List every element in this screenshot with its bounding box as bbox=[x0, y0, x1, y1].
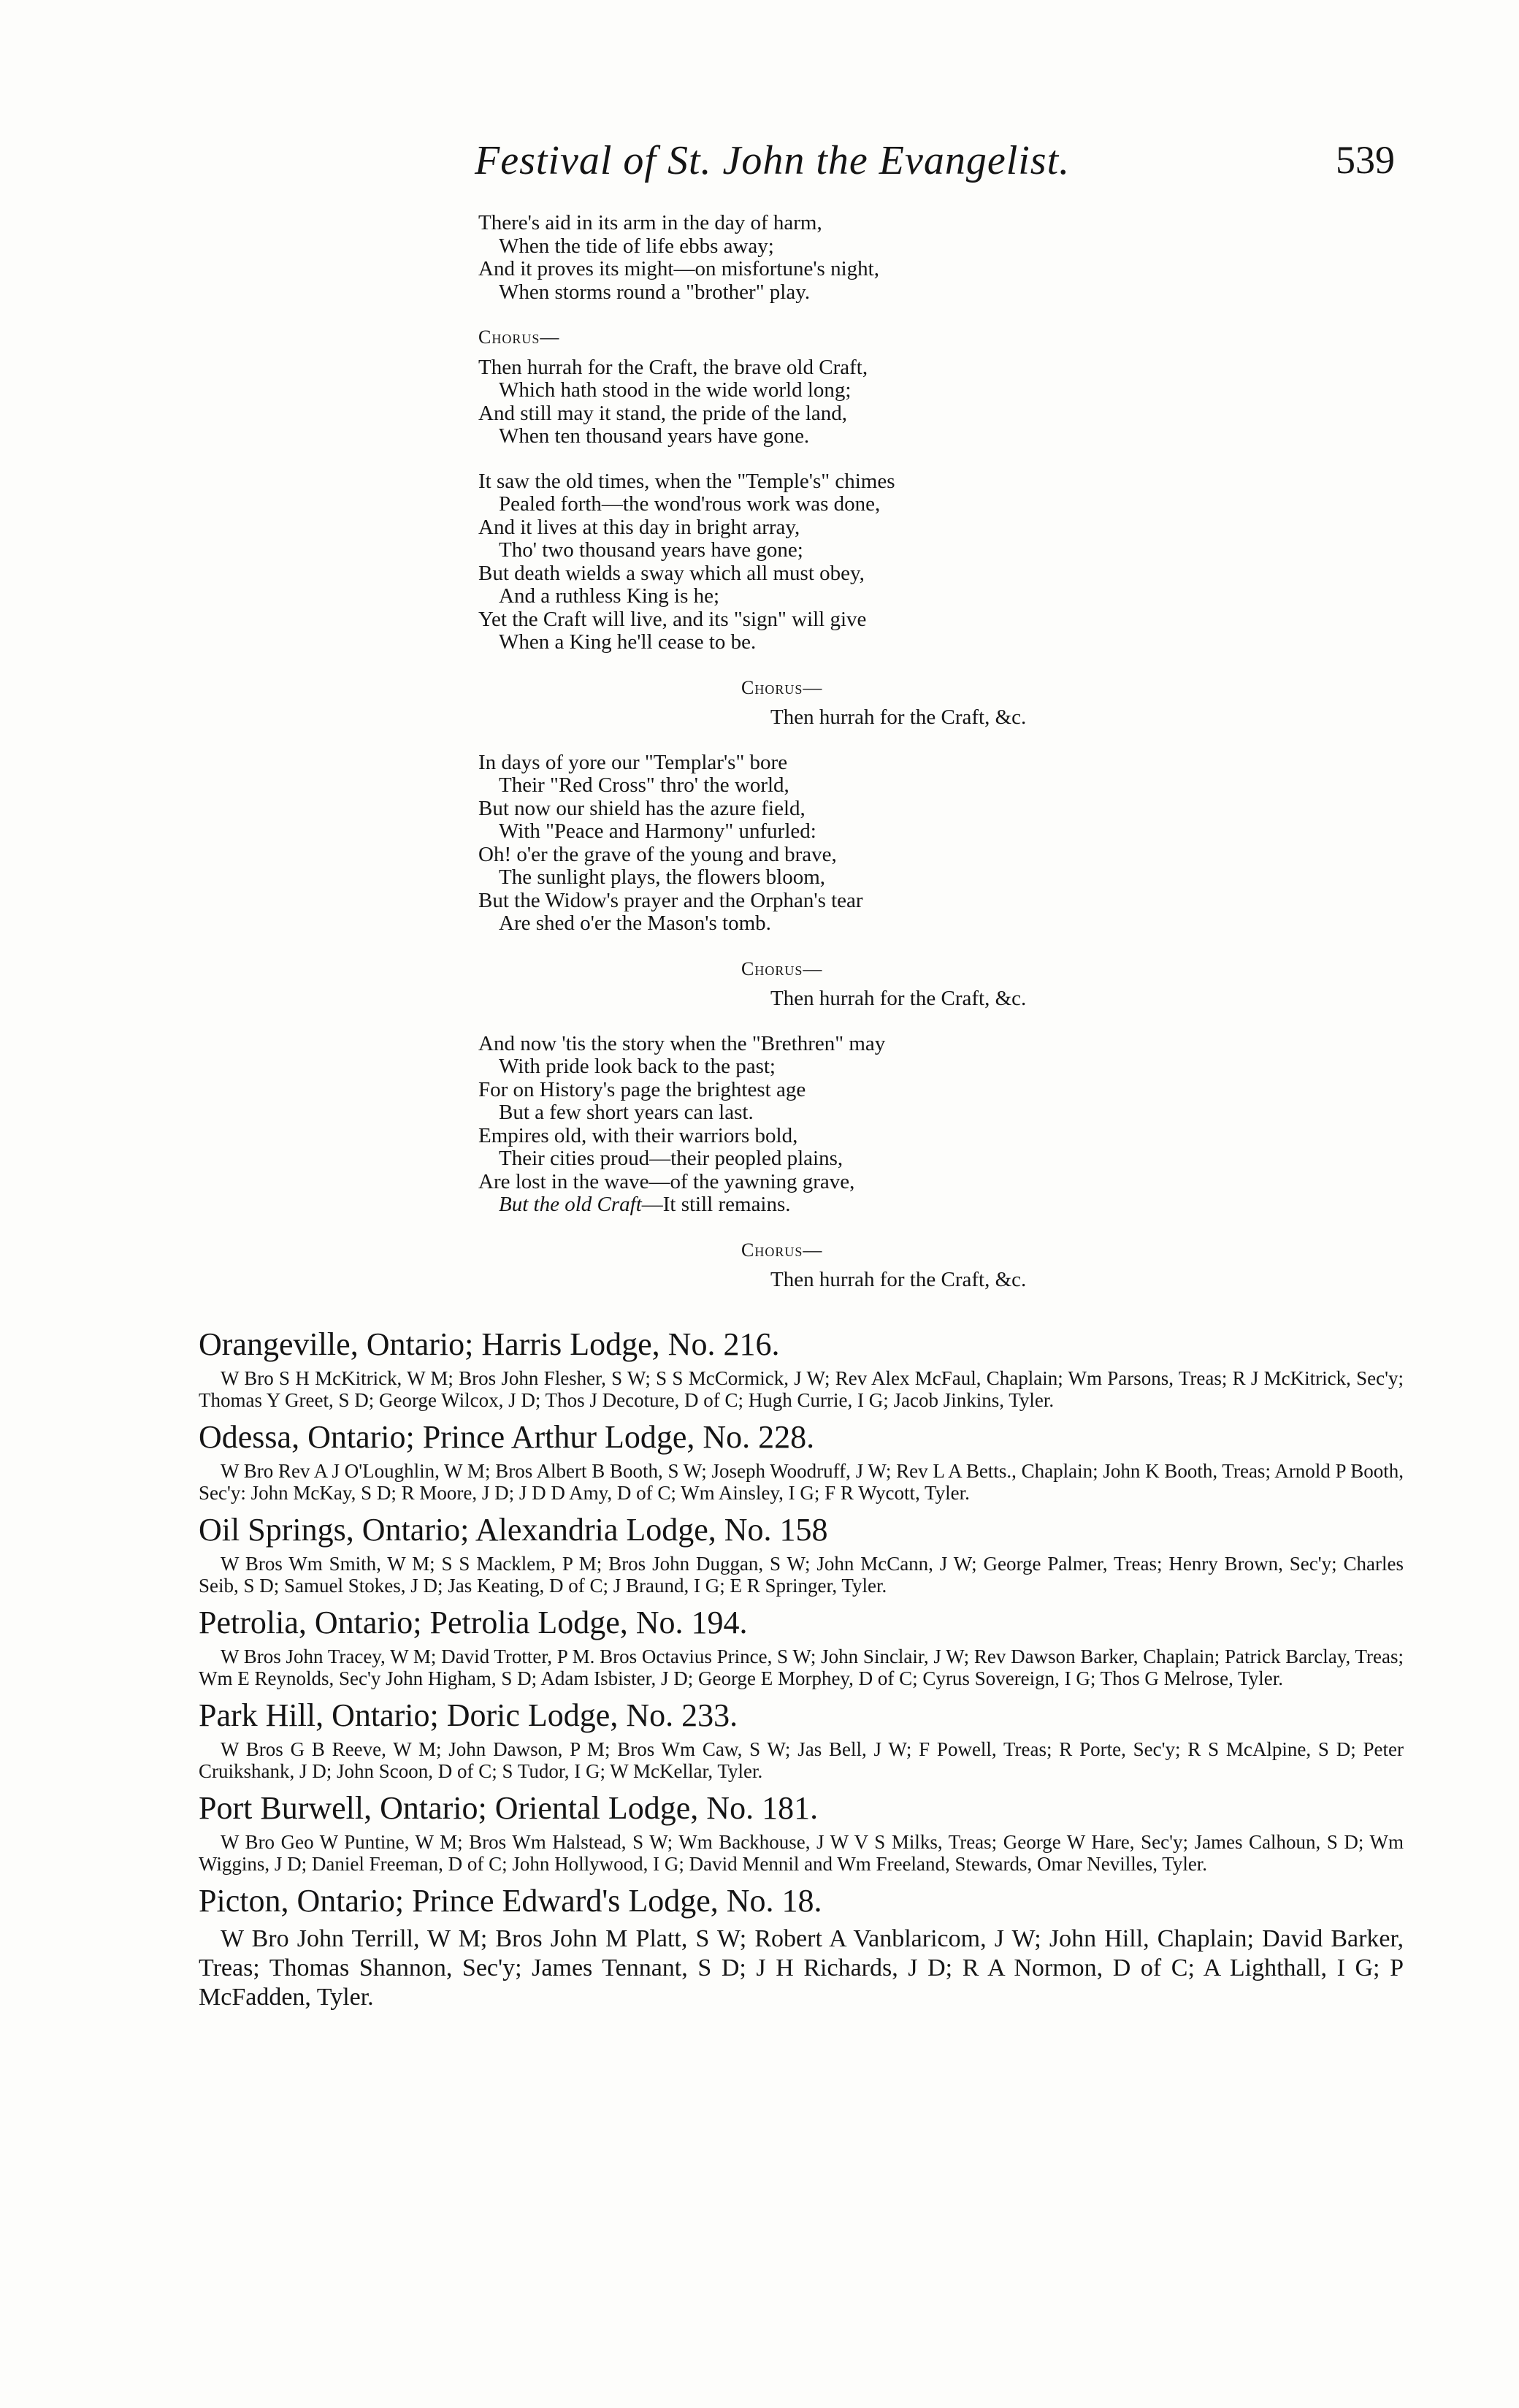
verse-line bbox=[478, 1193, 1209, 1217]
chorus-1 bbox=[478, 326, 1209, 448]
verse-line-rest: —It still remains. bbox=[641, 1193, 791, 1216]
lodge-heading: Petrolia, Ontario; Petrolia Lodge, No. 194. bbox=[199, 1605, 748, 1640]
chorus-label: Chorus— bbox=[478, 326, 560, 348]
lodge-officers: W Bros Wm Smith, W M; S S Macklem, P M; Bros John Duggan, S W; John McCann, J W; George Palmer, Treas; Henry Brown, Sec'y; Charles Seib, S D; Samuel Stokes, J D; Jas Keating, D of C; J Braund, I G; E R Springer, Tyler. bbox=[199, 1553, 1404, 1597]
stanza-3 bbox=[478, 752, 1209, 936]
chorus-2 bbox=[478, 676, 1209, 730]
verse-line: When the tide of life ebbs away; bbox=[499, 234, 774, 258]
verse-line: When a King he'll cease to be. bbox=[499, 630, 757, 654]
chorus-4 bbox=[478, 1239, 1209, 1292]
verse-line: The sunlight plays, the flowers bloom, bbox=[499, 865, 826, 889]
verse-line: When ten thousand years have gone. bbox=[499, 424, 810, 448]
verse-line: Then hurrah for the Craft, the brave old Craft, bbox=[478, 355, 868, 379]
song-lyrics bbox=[478, 212, 1209, 1314]
verse-line: Yet the Craft will live, and its "sign" will give bbox=[478, 607, 867, 631]
lodge-heading: Port Burwell, Ontario; Oriental Lodge, No. 181. bbox=[199, 1790, 819, 1826]
lodge-entry bbox=[199, 1326, 1404, 1411]
lodge-officers: W Bro John Terrill, W M; Bros John M Platt, S W; Robert A Vanblaricom, J W; John Hill, Chaplain; David Barker, Treas; Thomas Shannon, Sec'y; James Tennant, S D; J H Richards, J D; R A Normon, D of C; A Lighthall, I G; P McFadden, Tyler. bbox=[199, 1925, 1404, 2011]
lodge-heading: Orangeville, Ontario; Harris Lodge, No. 216. bbox=[199, 1326, 780, 1362]
verse-line: And it lives at this day in bright array, bbox=[478, 515, 800, 539]
verse-line: And it proves its might—on misfortune's night, bbox=[478, 257, 879, 280]
verse-line: There's aid in its arm in the day of harm, bbox=[478, 211, 822, 234]
lodge-entry bbox=[199, 1604, 1404, 1689]
verse-line: It saw the old times, when the "Temple's" chimes bbox=[478, 469, 895, 493]
verse-line: And a ruthless King is he; bbox=[499, 584, 720, 608]
stanza-2 bbox=[478, 470, 1209, 654]
running-title: Festival of St. John the Evangelist. bbox=[475, 138, 1071, 183]
verse-line: Tho' two thousand years have gone; bbox=[499, 538, 803, 562]
verse-line: Their cities proud—their peopled plains, bbox=[499, 1147, 843, 1170]
verse-line: Then hurrah for the Craft, &c. bbox=[770, 706, 1027, 729]
verse-line: Their "Red Cross" thro' the world, bbox=[499, 773, 789, 797]
lodge-list bbox=[199, 1326, 1404, 2019]
verse-line: But now our shield has the azure field, bbox=[478, 796, 806, 820]
lodge-entry bbox=[199, 1789, 1404, 1875]
verse-line: Then hurrah for the Craft, &c. bbox=[770, 1268, 1027, 1291]
verse-line: Then hurrah for the Craft, &c. bbox=[770, 987, 1027, 1010]
verse-line: And still may it stand, the pride of the land, bbox=[478, 401, 847, 425]
stanza-1 bbox=[478, 212, 1209, 304]
verse-line: Pealed forth—the wond'rous work was done, bbox=[499, 492, 881, 516]
verse-line: When storms round a "brother" play. bbox=[499, 280, 811, 304]
lodge-heading: Oil Springs, Ontario; Alexandria Lodge, No. 158 bbox=[199, 1512, 828, 1548]
chorus-label: Chorus— bbox=[741, 1239, 823, 1261]
lodge-officers: W Bro Geo W Puntine, W M; Bros Wm Halstead, S W; Wm Backhouse, J W V S Milks, Treas; George W Hare, Sec'y; James Calhoun, S D; Wm Wiggins, J D; Daniel Freeman, D of C; John Hollywood, I G; David Mennil and Wm Freeland, Stewards, Omar Nevilles, Tyler. bbox=[199, 1831, 1404, 1875]
lodge-entry bbox=[199, 1418, 1404, 1504]
lodge-heading: Park Hill, Ontario; Doric Lodge, No. 233. bbox=[199, 1697, 738, 1733]
verse-line: Are lost in the wave—of the yawning grave, bbox=[478, 1169, 855, 1193]
lodge-officers: W Bros G B Reeve, W M; John Dawson, P M; Bros Wm Caw, S W; Jas Bell, J W; F Powell, Treas; R Porte, Sec'y; R S McAlpine, S D; Peter Cruikshank, J D; John Scoon, D of C; S Tudor, I G; W McKellar, Tyler. bbox=[199, 1738, 1404, 1782]
verse-line: Are shed o'er the Mason's tomb. bbox=[499, 911, 771, 935]
verse-line: And now 'tis the story when the "Brethren" may bbox=[478, 1031, 886, 1055]
lodge-entry bbox=[199, 1882, 1404, 2012]
italic-phrase: But the old Craft bbox=[499, 1193, 642, 1216]
chorus-3 bbox=[478, 958, 1209, 1011]
verse-line: But a few short years can last. bbox=[499, 1101, 754, 1124]
lodge-heading: Odessa, Ontario; Prince Arthur Lodge, No. 228. bbox=[199, 1419, 815, 1455]
stanza-4 bbox=[478, 1033, 1209, 1217]
lodge-officers: W Bro Rev A J O'Loughlin, W M; Bros Albert B Booth, S W; Joseph Woodruff, J W; Rev L A Betts., Chaplain; John K Booth, Treas; Arnold P Booth, Sec'y: John McKay, S D; R Moore, J D; J D D Amy, D of C; Wm Ainsley, I G; F R Wycott, Tyler. bbox=[199, 1460, 1404, 1504]
page-number: 539 bbox=[1336, 138, 1395, 182]
chorus-label: Chorus— bbox=[741, 676, 823, 698]
running-head bbox=[475, 137, 1395, 196]
lodge-entry bbox=[199, 1697, 1404, 1782]
lodge-officers: W Bros John Tracey, W M; David Trotter, P M. Bros Octavius Prince, S W; John Sinclair, J W; Rev Dawson Barker, Chaplain; Patrick Barclay, Treas; Wm E Reynolds, Sec'y John Higham, S D; Adam Isbister, J D; George E Morphey, D of C; Cyrus Sovereign, I G; Thos G Melrose, Tyler. bbox=[199, 1646, 1404, 1689]
verse-line: For on History's page the brightest age bbox=[478, 1077, 806, 1101]
lodge-officers: W Bro S H McKitrick, W M; Bros John Flesher, S W; S S McCormick, J W; Rev Alex McFaul, Chaplain; Wm Parsons, Treas; R J McKitrick, Sec'y; Thomas Y Greet, S D; George Wilcox, J D; Thos J Decoture, D of C; Hugh Currie, I G; Jacob Jinkins, Tyler. bbox=[199, 1367, 1404, 1411]
verse-line: In days of yore our "Templar's" bore bbox=[478, 750, 788, 774]
verse-line: Empires old, with their warriors bold, bbox=[478, 1123, 798, 1147]
verse-line: Which hath stood in the wide world long; bbox=[499, 378, 852, 402]
verse-line: With "Peace and Harmony" unfurled: bbox=[499, 819, 816, 843]
chorus-label: Chorus— bbox=[741, 958, 823, 979]
verse-line: But the Widow's prayer and the Orphan's tear bbox=[478, 888, 863, 912]
verse-line: Oh! o'er the grave of the young and brave, bbox=[478, 842, 837, 866]
verse-line: With pride look back to the past; bbox=[499, 1055, 776, 1078]
verse-line: But death wields a sway which all must obey, bbox=[478, 561, 865, 585]
lodge-heading: Picton, Ontario; Prince Edward's Lodge, No. 18. bbox=[199, 1883, 822, 1919]
lodge-entry bbox=[199, 1511, 1404, 1597]
